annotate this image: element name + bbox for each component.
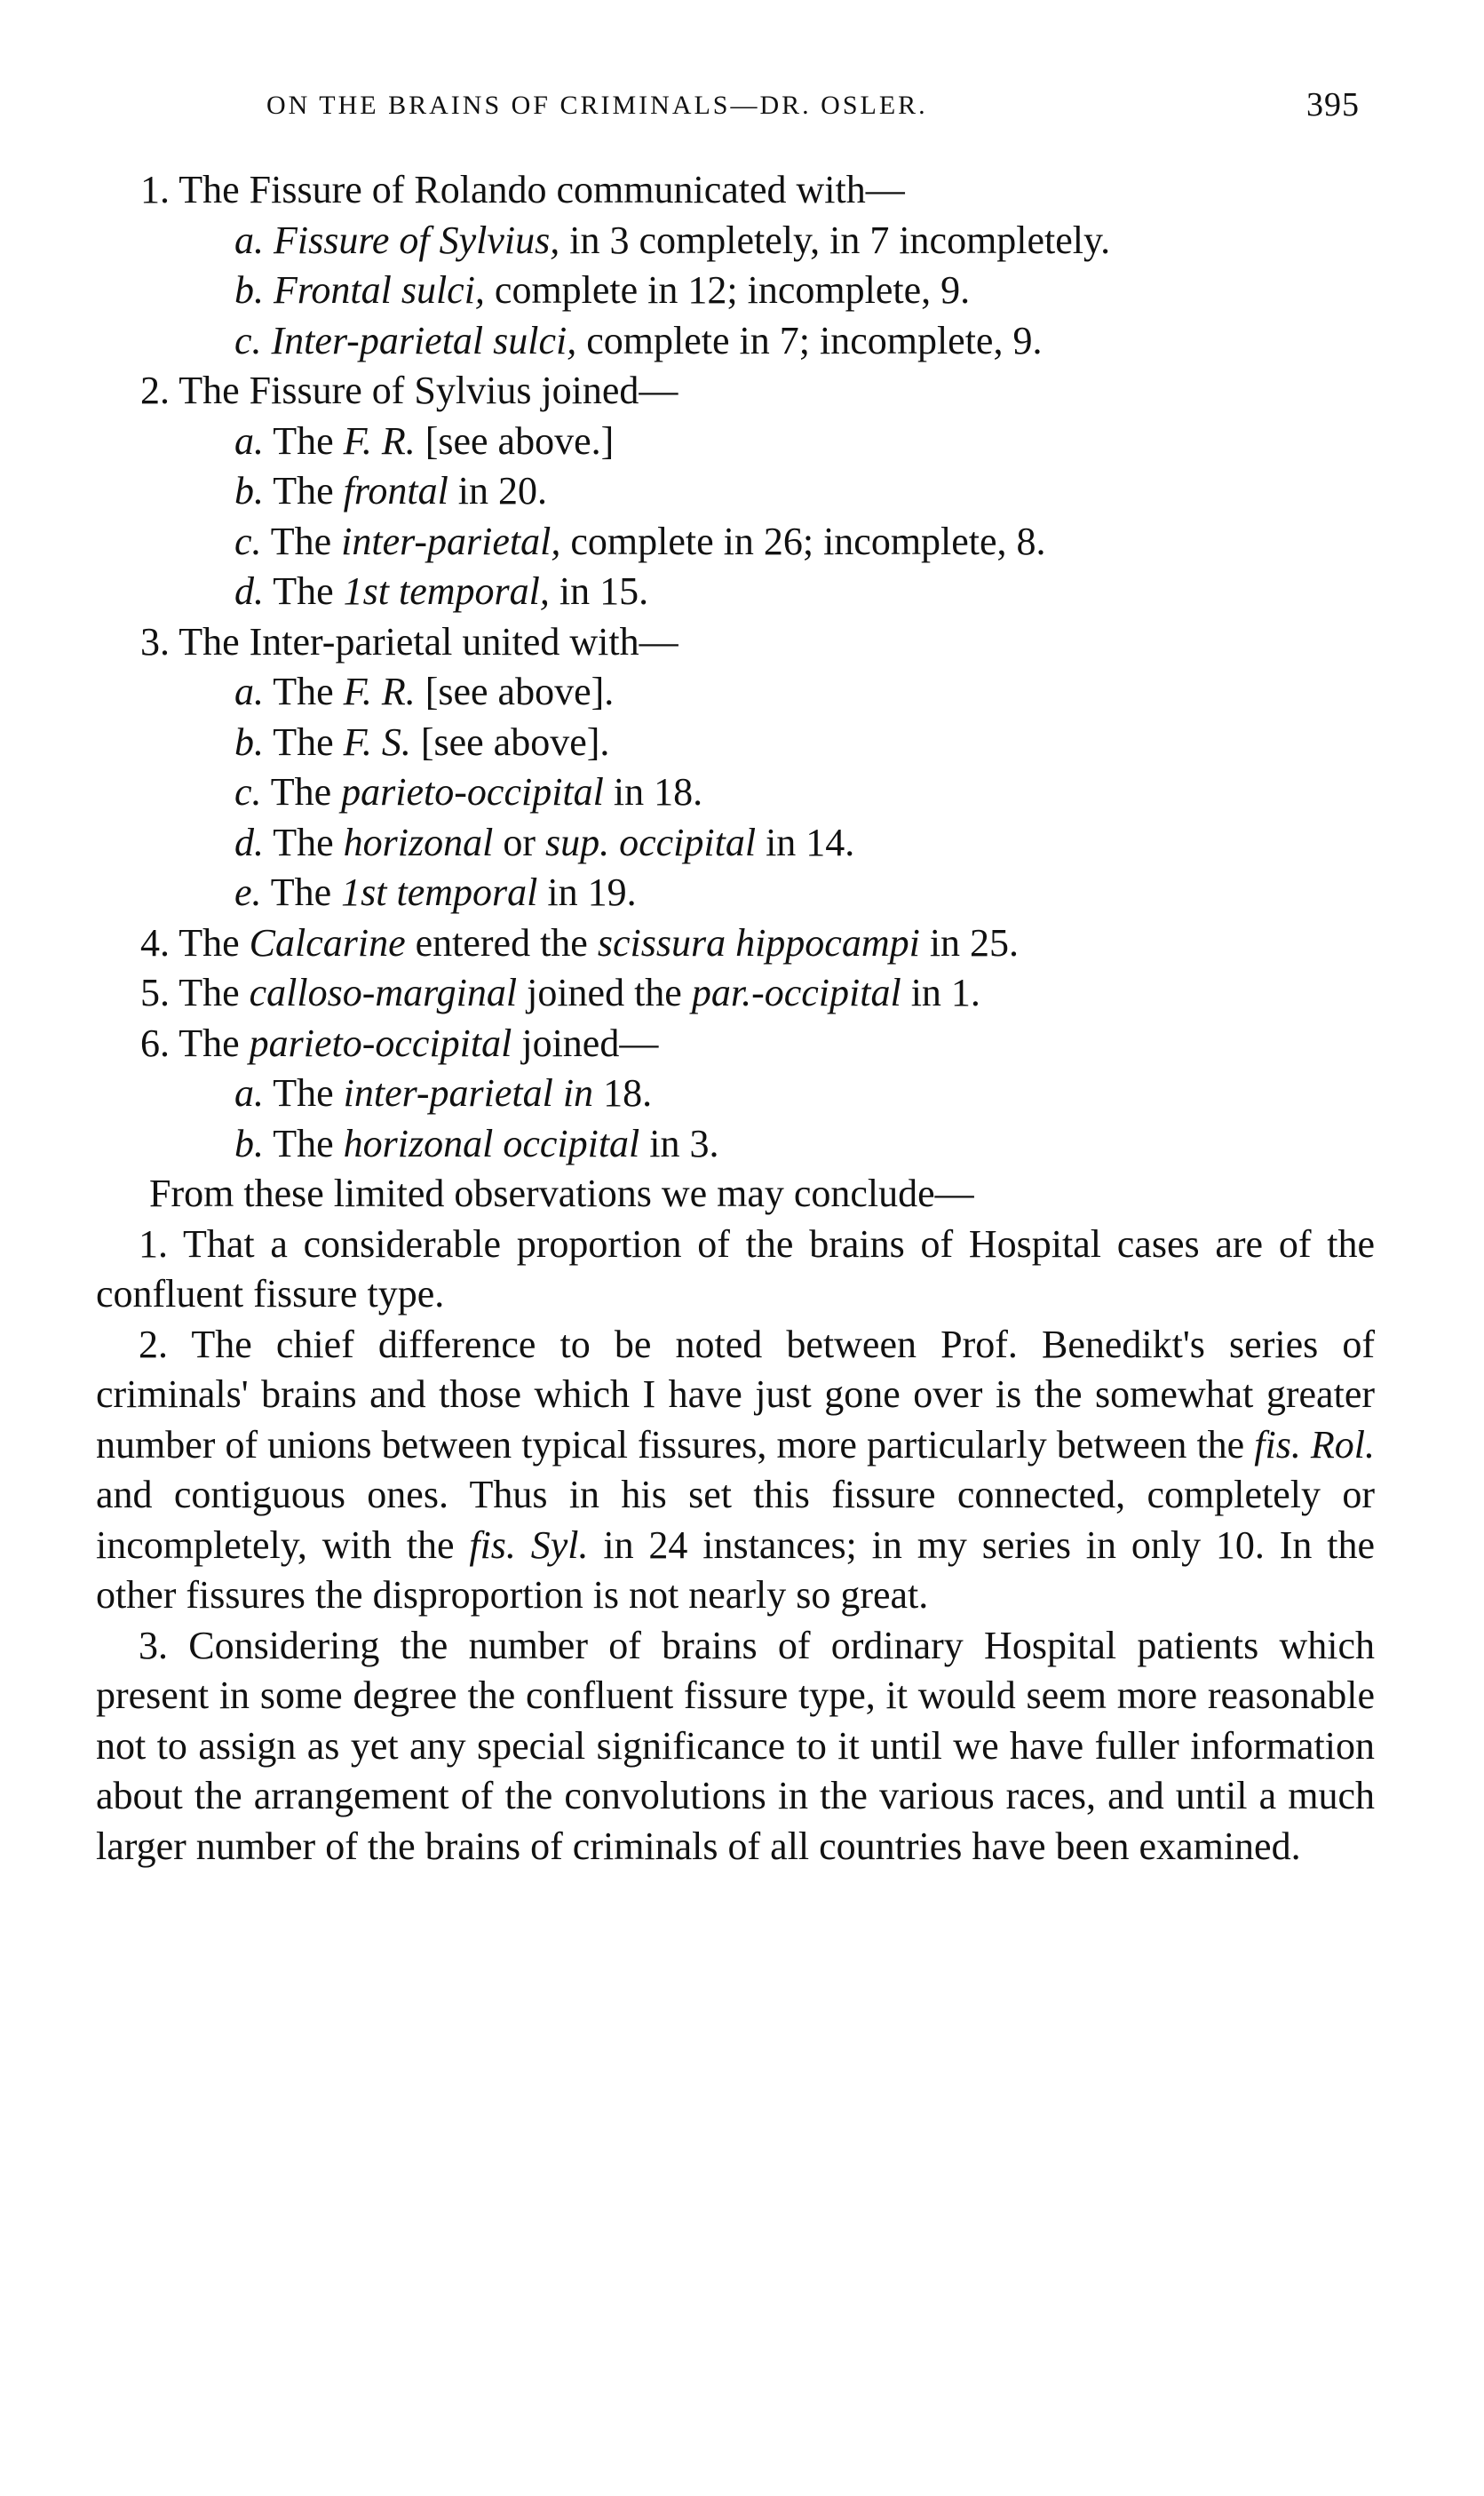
sub-item-letter: e. <box>234 870 262 914</box>
sub-item-rest: in 3 completely, in 7 incompletely. <box>559 218 1111 262</box>
sub-item-pre: The <box>273 418 344 463</box>
list-item-rest: joined— <box>512 1021 659 1065</box>
sub-item-rest: in 20. <box>448 469 548 513</box>
sub-item-mid: or <box>493 820 545 864</box>
list-item-term-2: scissura hippocampi <box>597 920 920 965</box>
sub-item-3b <box>96 718 1375 768</box>
running-head: ON THE BRAINS OF CRIMINALS—DR. OSLER. <box>266 91 928 120</box>
sub-item-rest: complete in 26; incomplete, 8. <box>560 519 1046 563</box>
sub-item-3a <box>96 667 1375 718</box>
sub-item-rest: [see above.] <box>415 418 615 463</box>
sub-item-letter: a. <box>234 1071 264 1115</box>
sub-item-term: horizonal <box>343 820 494 864</box>
sub-item-6a <box>96 1069 1375 1119</box>
sub-item-letter: a. <box>234 670 264 713</box>
sub-item-letter: c. <box>234 770 262 814</box>
sub-item-3e <box>96 868 1375 918</box>
sub-item-term: F. R. <box>343 418 416 463</box>
sub-item-letter: b. <box>234 469 264 513</box>
sub-item-term: horizonal occipital <box>343 1121 640 1165</box>
list-item-mid: joined the <box>517 971 692 1014</box>
sub-item-pre: The <box>273 820 344 864</box>
list-item-term: calloso-marginal <box>249 971 518 1014</box>
sub-item-rest: complete in 7; incomplete, 9. <box>576 318 1043 362</box>
sub-item-pre: The <box>273 1071 344 1115</box>
list-item-text: The Fissure of Sylvius joined— <box>179 369 679 412</box>
sub-item-letter: c. <box>234 318 262 362</box>
list-item-number: 3. <box>140 619 170 664</box>
list-item-number: 5. <box>140 971 170 1014</box>
page-header <box>266 82 1360 135</box>
list-item-term: parieto-occipital <box>249 1021 512 1065</box>
sub-item-letter: d. <box>234 569 264 613</box>
list-item-1 <box>96 165 1375 216</box>
conclusion-2-part-2: and contiguous ones. Thus in his set this fissure connected, completely or incompletely, with the <box>96 1473 1375 1567</box>
sub-item-term: Frontal sulci, <box>274 268 485 312</box>
list-item-number: 1. <box>140 168 170 211</box>
sub-item-term: 1st temporal, <box>343 569 550 613</box>
sub-item-pre: The <box>273 569 344 613</box>
conclusion-1: 1. That a considerable proportion of the brains of Hospital cases are of the confluent fissure type. <box>96 1221 1375 1316</box>
sub-item-3c <box>96 767 1375 818</box>
sub-item-term: Fissure of Sylvius, <box>274 218 560 262</box>
list-item-number: 6. <box>140 1021 170 1065</box>
list-item-5 <box>96 968 1375 1019</box>
list-item-rest: in 25. <box>919 920 1020 965</box>
conclusion-intro: From these limited observations we may conclude— <box>149 1172 974 1215</box>
sub-item-pre: The <box>273 719 344 764</box>
list-item-term: Calcarine <box>249 920 406 965</box>
sub-item-term: F. R. <box>343 670 416 713</box>
list-item-pre: The <box>179 971 250 1014</box>
sub-item-rest: [see above]. <box>410 719 610 764</box>
sub-item-term: inter-parietal in <box>343 1071 594 1115</box>
sub-item-letter: c. <box>234 519 262 563</box>
sub-item-letter: a. <box>234 418 264 463</box>
sub-item-term: frontal <box>343 469 448 513</box>
sub-item-term: Inter-parietal sulci, <box>271 318 577 362</box>
sub-item-pre: The <box>270 870 342 914</box>
sub-item-letter: b. <box>234 268 264 312</box>
conclusion-2-part-1: 2. The chief difference to be noted between Prof. Benedikt's series of criminals' brains and those which I have just gone over is the somewhat greater number of unions between typical fissures, more particularly between the <box>96 1322 1375 1467</box>
sub-item-rest: in 15. <box>549 569 649 613</box>
list-item-rest: in 1. <box>901 971 980 1014</box>
sub-item-term: F. S. <box>343 719 411 764</box>
sub-item-2a <box>96 417 1375 467</box>
sub-item-3d <box>96 818 1375 869</box>
conclusion-2-fissure-rolando: fis. Rol. <box>1254 1422 1375 1467</box>
conclusion-3: 3. Considering the number of brains of ordinary Hospital patients which present in some degree the confluent fissure type, it would seem more reasonable not to assign as yet any special significance to it until we have fuller information about the arrangement of the convolutions in the various races, and until a much larger number of the brains of criminals of all countries have been examined. <box>96 1623 1375 1868</box>
sub-item-letter: d. <box>234 820 264 864</box>
conclusion-2-fissure-sylvius: fis. Syl. <box>469 1522 589 1567</box>
sub-item-term: parieto-occipital <box>341 770 604 814</box>
list-item-number: 4. <box>140 920 170 965</box>
sub-item-rest: in 19. <box>537 870 637 914</box>
sub-item-rest: 18. <box>593 1071 653 1115</box>
list-item-6 <box>96 1019 1375 1069</box>
list-item-mid: entered the <box>405 920 598 965</box>
sub-item-term: inter-parietal, <box>341 519 561 563</box>
sub-item-pre: The <box>273 670 344 713</box>
sub-item-1b <box>96 266 1375 316</box>
sub-item-pre: The <box>270 770 342 814</box>
page-number: 395 <box>1306 86 1360 123</box>
sub-item-term: 1st temporal <box>341 870 538 914</box>
sub-item-rest: [see above]. <box>415 670 615 713</box>
list-item-text: The Fissure of Rolando communicated with— <box>179 168 905 211</box>
list-item-2 <box>96 366 1375 417</box>
sub-item-rest: in 14. <box>756 820 855 864</box>
list-item-number: 2. <box>140 369 170 412</box>
list-item-term-2: par.-occipital <box>691 971 901 1014</box>
list-item-pre: The <box>179 1021 250 1065</box>
sub-item-2b <box>96 466 1375 517</box>
sub-item-pre: The <box>273 469 344 513</box>
list-item-3 <box>96 617 1375 668</box>
sub-item-6b <box>96 1119 1375 1170</box>
page-body <box>96 165 1375 1872</box>
list-item-4 <box>96 918 1375 969</box>
sub-item-letter: b. <box>234 719 264 764</box>
sub-item-2c <box>96 517 1375 568</box>
conclusion-2 <box>96 1320 1375 1621</box>
sub-item-letter: a. <box>234 218 264 262</box>
list-item-pre: The <box>179 920 250 965</box>
list-item-text: The Inter-parietal united with— <box>179 619 679 664</box>
sub-item-letter: b. <box>234 1121 264 1165</box>
sub-item-pre: The <box>273 1121 344 1165</box>
sub-item-2d <box>96 567 1375 617</box>
sub-item-pre: The <box>270 519 342 563</box>
sub-item-rest: in 18. <box>603 770 703 814</box>
sub-item-1a <box>96 216 1375 266</box>
sub-item-1c <box>96 316 1375 367</box>
conclusion-2-part-3: in 24 instances; in my series in only 10. In the other fissures the disproportion is not nearly so great. <box>96 1522 1375 1617</box>
sub-item-term-2: sup. occipital <box>544 820 757 864</box>
sub-item-rest: in 3. <box>639 1121 719 1165</box>
sub-item-rest: complete in 12; incomplete, 9. <box>484 268 971 312</box>
